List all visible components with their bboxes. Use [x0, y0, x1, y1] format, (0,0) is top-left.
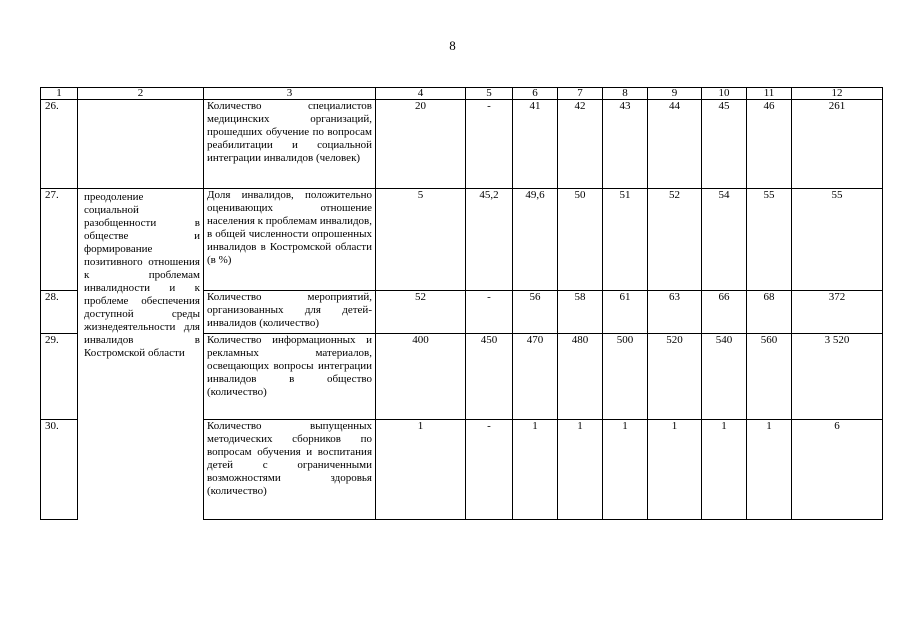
value-cell: 56: [513, 291, 558, 334]
column-number: 12: [792, 88, 883, 100]
value-cell: 20: [376, 100, 466, 189]
row-number: 27.: [41, 189, 78, 291]
value-cell: 45: [702, 100, 747, 189]
indicator-description: Количество выпущенных методических сборников по вопросам обучения и воспитания детей с ограниченными возможностями здоровья (количество): [204, 420, 376, 520]
value-cell: 1: [513, 420, 558, 520]
value-cell: 46: [747, 100, 792, 189]
value-cell: 45,2: [466, 189, 513, 291]
value-cell: 42: [558, 100, 603, 189]
value-cell: 450: [466, 334, 513, 420]
column-number: 6: [513, 88, 558, 100]
value-cell: 6: [792, 420, 883, 520]
value-cell: 68: [747, 291, 792, 334]
value-cell: 43: [603, 100, 648, 189]
indicator-description: Количество мероприятий, организованных для детей-инвалидов (количество): [204, 291, 376, 334]
value-cell: 54: [702, 189, 747, 291]
value-cell: 61: [603, 291, 648, 334]
table-row: [41, 100, 883, 189]
column-number: 2: [78, 88, 204, 100]
value-cell: 261: [792, 100, 883, 189]
value-cell: -: [466, 100, 513, 189]
value-cell: 1: [558, 420, 603, 520]
row-number: 30.: [41, 420, 78, 520]
column-number: 10: [702, 88, 747, 100]
value-cell: 1: [603, 420, 648, 520]
value-cell: 500: [603, 334, 648, 420]
indicator-description: Количество информационных и рекламных материалов, освещающих вопросы интеграции инвалидов в общество (количество): [204, 334, 376, 420]
indicator-description: Количество специалистов медицинских организаций, прошедших обучение по вопросам реабилитации и социальной интеграции инвалидов (человек): [204, 100, 376, 189]
table-row: [41, 189, 883, 291]
indicators-table: [40, 87, 883, 520]
column-number: 8: [603, 88, 648, 100]
value-cell: 52: [648, 189, 702, 291]
value-cell: 44: [648, 100, 702, 189]
value-cell: 58: [558, 291, 603, 334]
value-cell: 5: [376, 189, 466, 291]
value-cell: 470: [513, 334, 558, 420]
row-number: 29.: [41, 334, 78, 420]
value-cell: 52: [376, 291, 466, 334]
column-number: 5: [466, 88, 513, 100]
value-cell: 55: [792, 189, 883, 291]
value-cell: 55: [747, 189, 792, 291]
value-cell: 400: [376, 334, 466, 420]
value-cell: 49,6: [513, 189, 558, 291]
value-cell: 1: [747, 420, 792, 520]
value-cell: 41: [513, 100, 558, 189]
row-number: 28.: [41, 291, 78, 334]
value-cell: 3 520: [792, 334, 883, 420]
column-number: 1: [41, 88, 78, 100]
value-cell: 66: [702, 291, 747, 334]
page-number: 8: [449, 38, 456, 53]
column-number: 11: [747, 88, 792, 100]
value-cell: 51: [603, 189, 648, 291]
column-number: 4: [376, 88, 466, 100]
row-number: 26.: [41, 100, 78, 189]
value-cell: 63: [648, 291, 702, 334]
indicator-description: Доля инвалидов, положительно оценивающих отношение населения к проблемам инвалидов, в общей численности опрошенных инвалидов в Костромской области (в %): [204, 189, 376, 291]
column-number-row: [41, 88, 883, 100]
column-number: 7: [558, 88, 603, 100]
value-cell: 480: [558, 334, 603, 420]
value-cell: 1: [376, 420, 466, 520]
column-number: 9: [648, 88, 702, 100]
value-cell: 50: [558, 189, 603, 291]
value-cell: 372: [792, 291, 883, 334]
value-cell: -: [466, 420, 513, 520]
value-cell: 520: [648, 334, 702, 420]
value-cell: 540: [702, 334, 747, 420]
value-cell: 1: [702, 420, 747, 520]
goal-description: преодоление социальной разобщенности в обществе и формирование позитивного отношения к проблемам инвалидности и к проблеме обеспечения доступной среды жизнедеятельности для инвалидов в Костромской области: [78, 189, 204, 520]
column-number: 3: [204, 88, 376, 100]
value-cell: -: [466, 291, 513, 334]
goal-cell-empty: [78, 100, 204, 189]
value-cell: 1: [648, 420, 702, 520]
value-cell: 560: [747, 334, 792, 420]
